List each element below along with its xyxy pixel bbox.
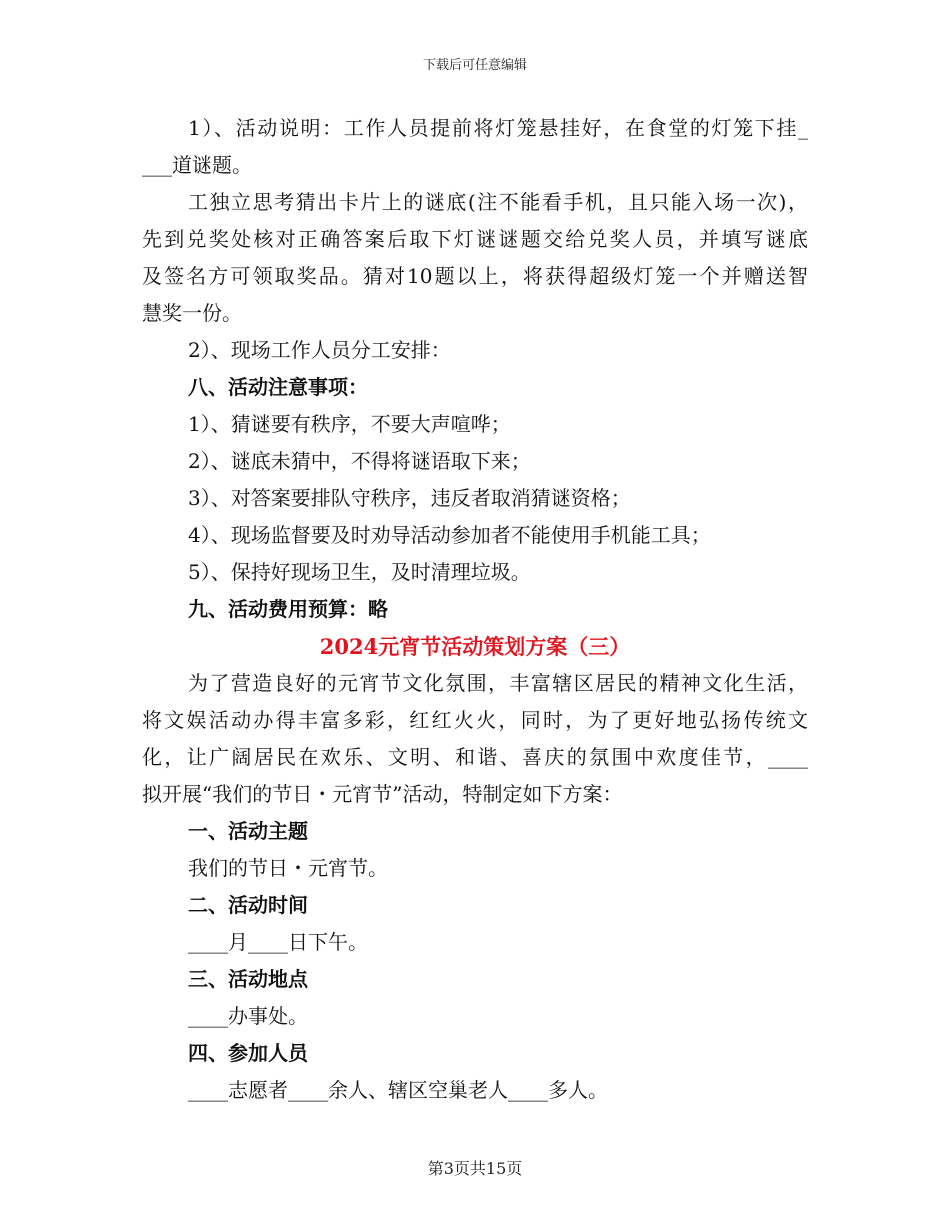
section-heading-8: 八、活动注意事项： [188, 375, 368, 399]
activity-description-paragraph [142, 110, 808, 184]
list-item: 3）、对答案要排队守秩序，违反者取消猜谜资格； [188, 486, 631, 510]
section-heading-theme: 一、活动主题 [188, 819, 308, 843]
paragraph-line: 1）、活动说明：工作人员提前将灯笼悬挂好，在食堂的灯笼下挂_ [188, 116, 808, 140]
section-body-location: ____办事处。 [188, 1004, 308, 1028]
paragraph-line: 将文娱活动办得丰富多彩，红红火火，同时，为了更好地弘扬传统文 [142, 708, 808, 732]
section-body-participants: ____志愿者____余人、辖区空巢老人____多人。 [188, 1078, 608, 1102]
list-item: 2）、谜底未猜中，不得将谜语取下来； [188, 449, 531, 473]
document-body [142, 110, 808, 1109]
header-note: 下载后可任意编辑 [422, 58, 527, 73]
intro-paragraph [142, 665, 808, 813]
section-heading-9: 九、活动费用预算：略 [188, 597, 388, 621]
document-title: 2024元宵节活动策划方案（三） [319, 634, 631, 659]
paragraph-line: 先到兑奖处核对正确答案后取下灯谜谜题交给兑奖人员，并填写谜底 [142, 227, 808, 251]
paragraph-line: ___道谜题。 [142, 153, 252, 177]
section-heading-location: 三、活动地点 [188, 967, 308, 991]
section-heading-time: 二、活动时间 [188, 893, 308, 917]
instructions-paragraph [142, 184, 808, 332]
list-item: 5）、保持好现场卫生，及时清理垃圾。 [188, 560, 531, 584]
staff-arrangement-item: 2）、现场工作人员分工安排： [188, 338, 451, 362]
list-item: 1）、猜谜要有秩序，不要大声喧哗； [188, 412, 511, 436]
page-number-footer: 第3页共15页 [427, 1159, 523, 1178]
paragraph-line: 拟开展“我们的节日・元宵节”活动，特制定如下方案： [142, 782, 623, 806]
section-body-time: ____月____日下午。 [188, 930, 368, 954]
paragraph-line: 化，让广阔居民在欢乐、文明、和谐、喜庆的氛围中欢度佳节，____ [142, 745, 808, 769]
paragraph-line: 工独立思考猜出卡片上的谜底(注不能看手机，且只能入场一次)， [188, 190, 808, 214]
paragraph-line: 慧奖一份。 [142, 301, 242, 325]
section-heading-participants: 四、参加人员 [188, 1041, 308, 1065]
paragraph-line: 及签名方可领取奖品。猜对10题以上，将获得超级灯笼一个并赠送智 [142, 264, 808, 288]
list-item: 4）、现场监督要及时劝导活动参加者不能使用手机能工具； [188, 523, 711, 547]
paragraph-line: 为了营造良好的元宵节文化氛围，丰富辖区居民的精神文化生活， [188, 671, 808, 695]
section-body-theme: 我们的节日・元宵节。 [188, 856, 388, 880]
